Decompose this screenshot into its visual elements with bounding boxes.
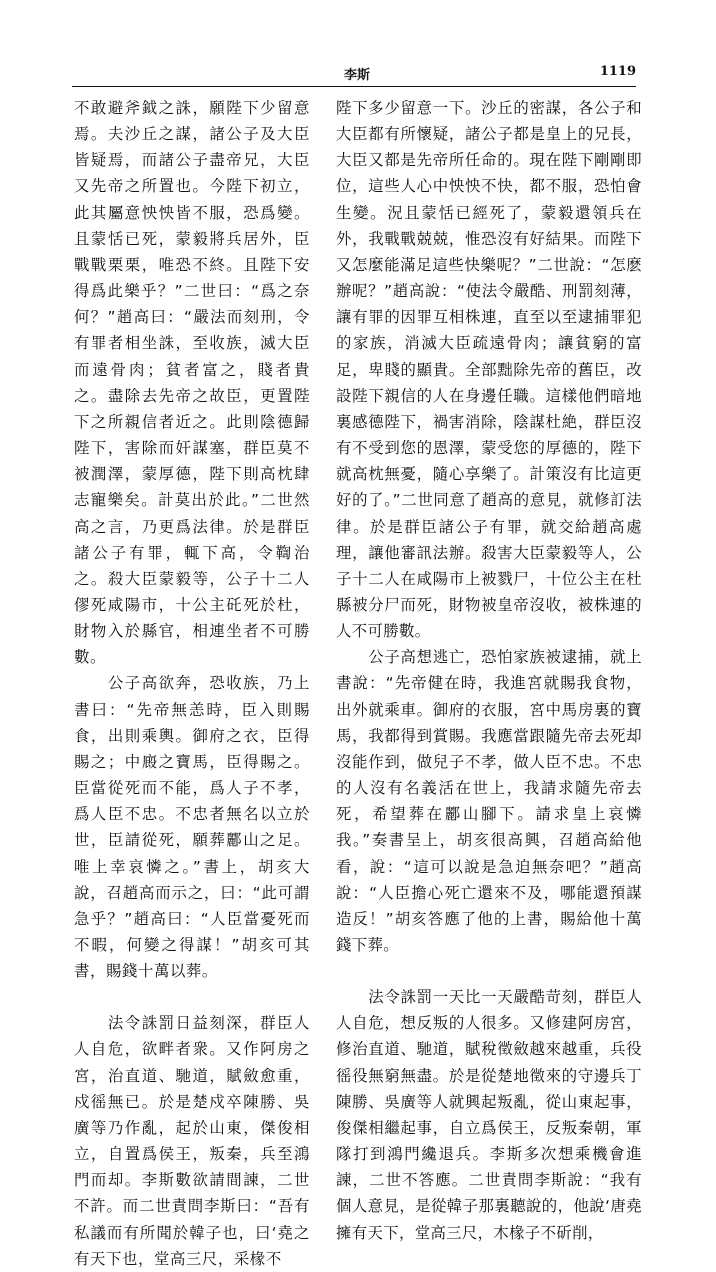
classical-text-column [74,95,310,1272]
paragraph-gap [336,958,642,984]
page-header [72,62,636,84]
translation-paragraph-1: 陛下多少留意一下。沙丘的密謀，各公子和大臣都有所懷疑，諸公子都是皇上的兄長，大臣又都是先帝所任命的。現在陛下剛剛即位，這些人心中怏怏不快，都不服，恐怕會生變。況且蒙恬已經死了，蒙毅還領兵在外，我戰戰兢兢，惟恐沒有好結果。而陛下又怎麼能滿足這些快樂呢？”二世說：“怎麽辦呢？”趙高說：“使法令嚴酷、刑罰刻薄，讓有罪的因罪互相株連，直至以至逮捕罪犯的家族，消滅大臣疏遠骨肉；讓貧窮的富足，卑賤的顯貴。全部黜除先帝的舊臣，改設陛下親信的人在身邊任職。這樣他們暗地裏感德陛下，禍害消除，陰謀杜絶，群臣沒有不受到您的恩澤，蒙受您的厚德的，陛下就高枕無憂，隨心享樂了。計策沒有比這更好的了。”二世同意了趙高的意見，就修訂法律。於是群臣諸公子有罪，就交給趙高處理，讓他審訊法辦。殺害大臣蒙毅等人，公子十二人在咸陽市上被戮尸，十位公主在杜縣被分尸而死，財物被皇帝沒收，被株連的人不可勝數。 [336,99,642,641]
classical-paragraph-3: 法令誅罰日益刻深，群臣人人自危，欲畔者衆。又作阿房之宮，治直道、馳道，賦斂愈重，戍徭無已。於是楚戍卒陳勝、吳廣等乃作亂，起於山東，傑俊相立，自置爲侯王，叛秦，兵至鴻門而却。李斯數欲請間諫，二世不許。而二世責問李斯曰：“吾有私議而有所聞於韓子也，曰‘堯之有天下也，堂高三尺，采椽不 [74,1014,310,1268]
translation-paragraph-2: 公子高想逃亡，恐怕家族被逮捕，就上書說：“先帝健在時，我進宮就賜我食物，出外就乘車。御府的衣服，宮中馬房裏的寶馬，我都得到賞賜。我應當跟隨先帝去死却沒能作到，做兒子不孝，做人臣不忠。不忠的人沒有名義活在世上，我請求隨先帝去死，希望葬在酈山腳下。請求皇上哀憐我。”奏書呈上，胡亥很高興，召趙高給他看，說：“這可以說是急迫無奈吧？”趙高說：“人臣擔心死亡還來不及，哪能還預謀造反！”胡亥答應了他的上書，賜給他十萬錢下葬。 [336,648,642,954]
running-title: 李斯 [344,68,371,83]
translation-column [336,95,642,1246]
paragraph-gap [74,984,310,1010]
translation-paragraph-3: 法令誅罰一天比一天嚴酷苛刻，群臣人人自危，想反叛的人很多。又修建阿房宮，修治直道、馳道，賦稅徵斂越來越重，兵役徭役無窮無盡。於是從楚地徵來的守邊兵丁陳勝、吳廣等人就興起叛亂，從山東起事，俊傑相繼起事，自立爲侯王，反叛秦朝，軍隊打到鴻門纔退兵。李斯多次想乘機會進諫，二世不答應。二世責問李斯說：“我有個人意見，是從韓子那裏聽說的，他說‘唐堯擁有天下，堂高三尺，木椽子不斫削， [336,988,642,1242]
header-rule [72,86,636,87]
classical-paragraph-1: 不敢避斧鉞之誅，願陛下少留意焉。夫沙丘之謀，諸公子及大臣皆疑焉，而諸公子盡帝兄，大臣又先帝之所置也。今陛下初立，此其屬意怏怏皆不服，恐爲變。且蒙恬已死，蒙毅將兵居外，臣戰戰栗栗，唯恐不終。且陛下安得爲此樂乎？”二世曰：“爲之奈何？”趙高曰：“嚴法而刻刑，令有罪者相坐誅，至收族，滅大臣而遠骨肉；貧者富之，賤者貴之。盡除去先帝之故臣，更置陛下之所親信者近之。此則陰德歸陛下，害除而奸謀塞，群臣莫不被潤澤，蒙厚德，陛下則高枕肆志寵樂矣。計莫出於此。”二世然高之言，乃更爲法律。於是群臣諸公子有罪，輒下高，令鞫治之。殺大臣蒙毅等，公子十二人僇死咸陽市，十公主矺死於杜，財物入於縣官，相連坐者不可勝數。 [74,99,310,667]
classical-paragraph-2: 公子高欲奔，恐收族，乃上書曰：“先帝無恙時，臣入則賜食，出則乘輿。御府之衣，臣得賜之；中廄之寶馬，臣得賜之。臣當從死而不能，爲人子不孝，爲人臣不忠。不忠者無名以立於世，臣請從死，願葬酈山之足。唯上幸哀憐之。”書上，胡亥大說，召趙高而示之，曰：“此可謂急乎？”趙高曰：“人臣當憂死而不暇，何變之得謀！”胡亥可其書，賜錢十萬以葬。 [74,674,310,981]
page-number: 1119 [599,64,636,79]
